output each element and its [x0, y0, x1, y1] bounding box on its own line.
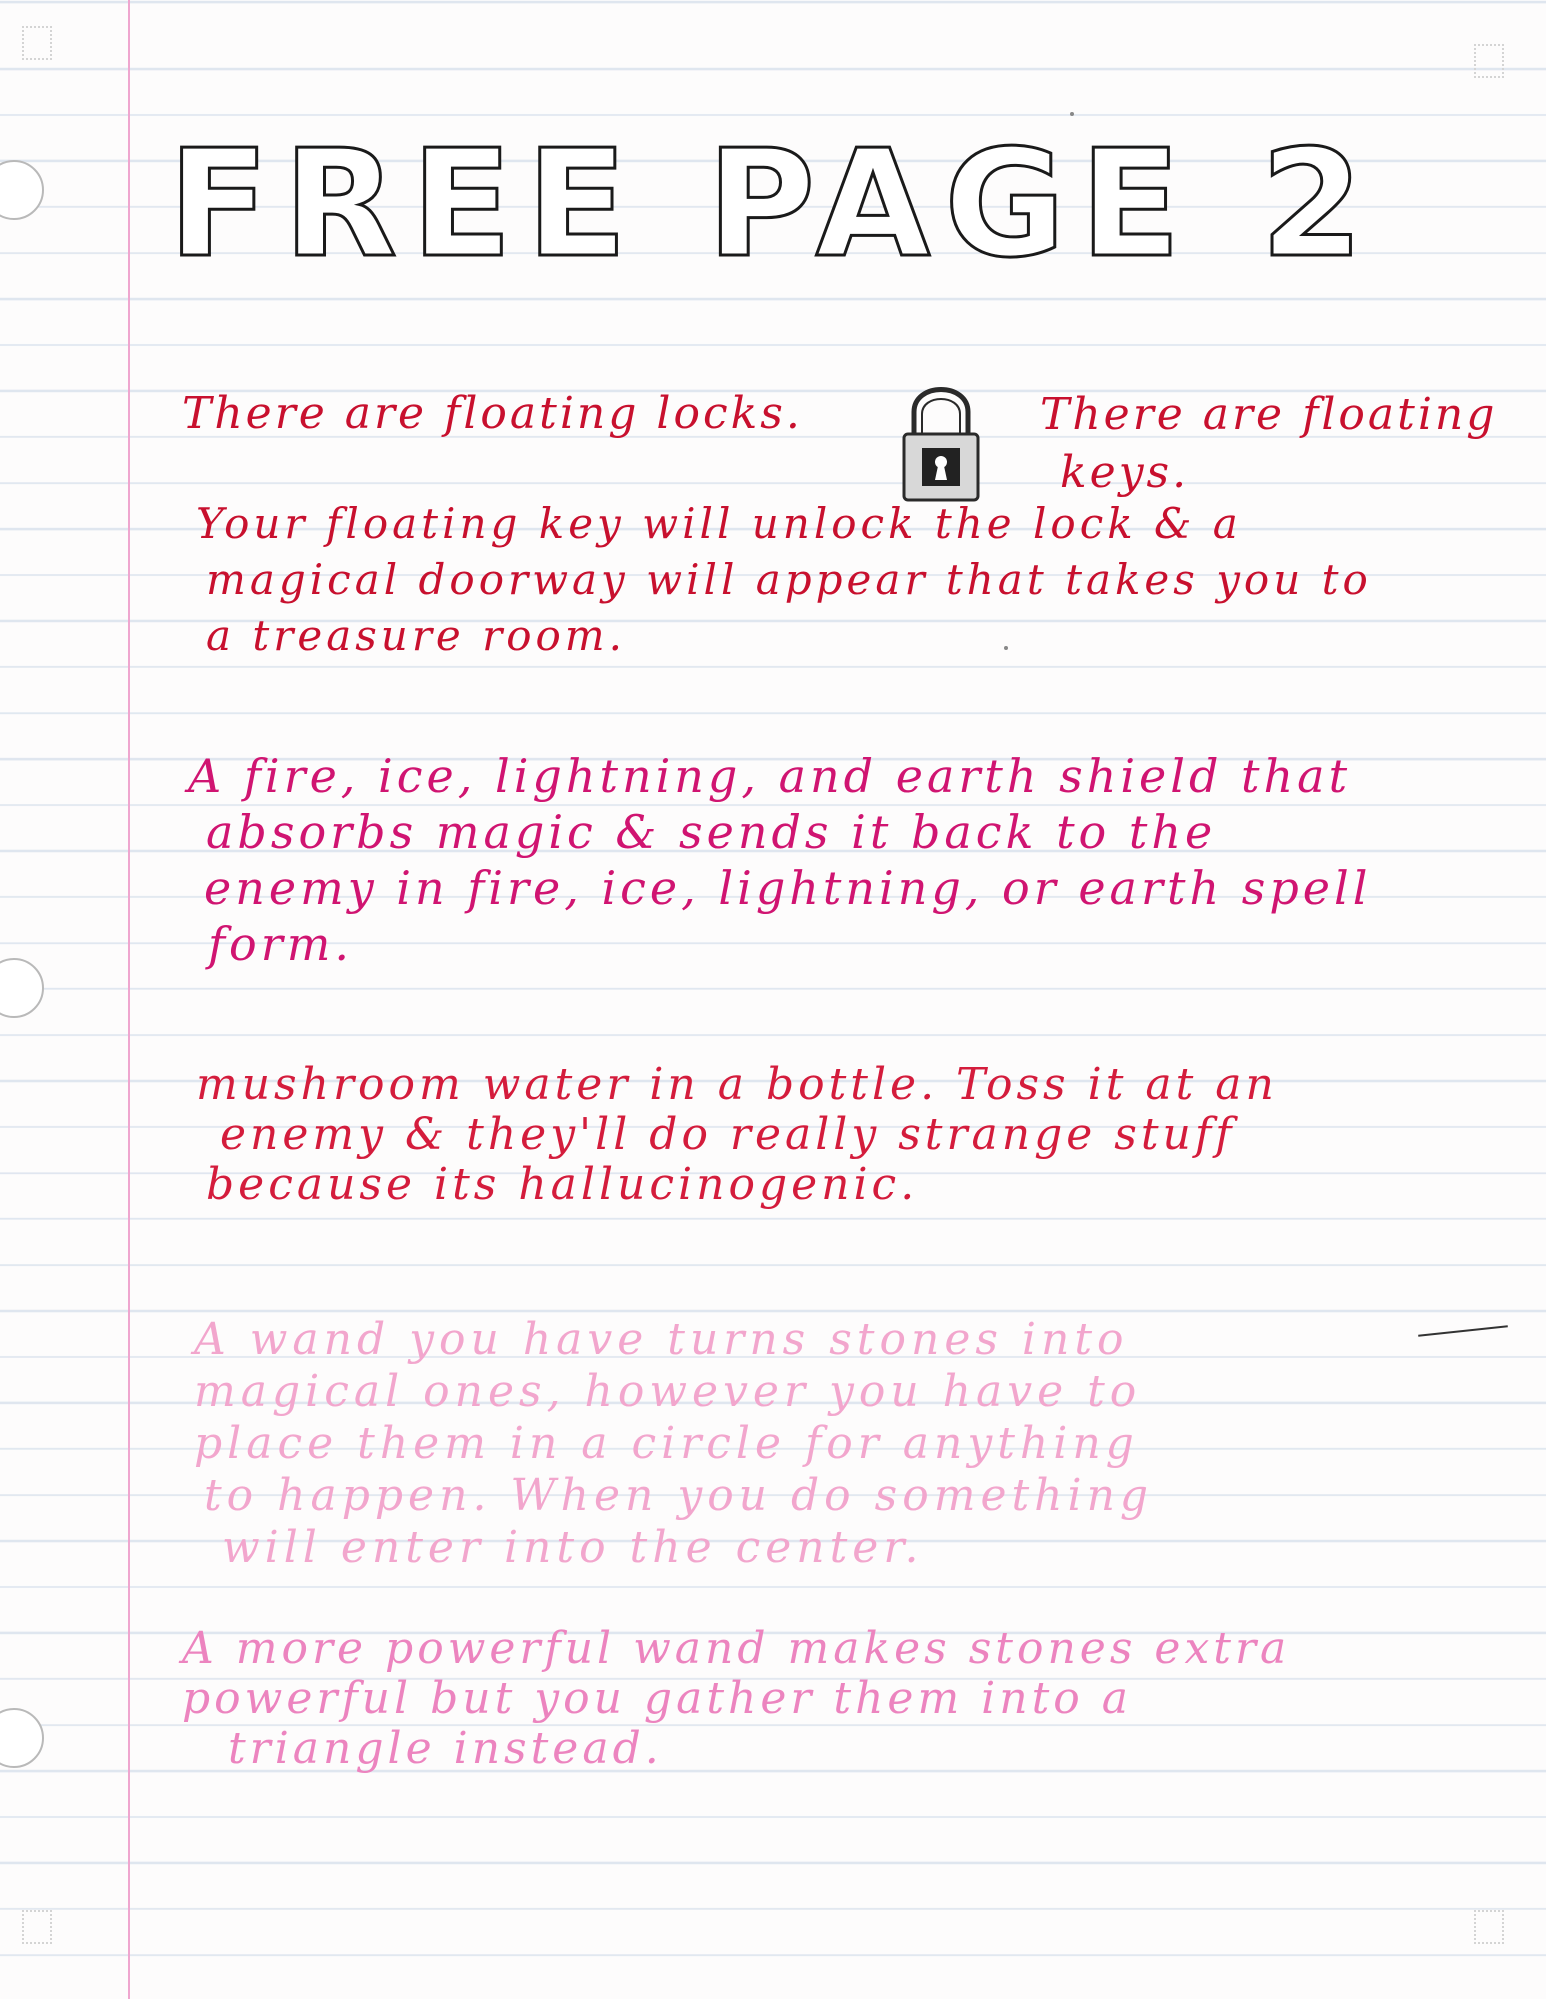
locks-right-text: There are floating keys. [1040, 389, 1498, 498]
margin-line [128, 0, 130, 1999]
corner-mark-top-left [22, 26, 52, 60]
shield-entry: A fire, ice, lightning, and earth shield that absorbs magic & sends it back to the enemy in fire, ice, lightning, or earth spell form. [188, 749, 1372, 971]
corner-mark-bottom-right [1474, 1910, 1504, 1944]
locks-left-text: There are floating locks. [182, 388, 803, 439]
binder-hole-top [0, 160, 44, 220]
ink-dot [1070, 112, 1074, 116]
pen-stroke [1418, 1325, 1508, 1336]
corner-mark-top-right [1474, 44, 1504, 78]
mushroom-entry: mushroom water in a bottle. Toss it at an enemy & they'll do really strange stuff because its hallucinogenic. [196, 1059, 1278, 1210]
page-title: FREE PAGE 2 [168, 118, 1378, 290]
wand-triangle-entry: A more powerful wand makes stones extra powerful but you gather them into a triangle instead. [182, 1623, 1291, 1774]
corner-mark-bottom-left [22, 1910, 52, 1944]
locks-entry: Your floating key will unlock the lock & a magical doorway will appear that takes you to a treasure room. [196, 499, 1372, 660]
binder-hole-bottom [0, 1708, 44, 1768]
padlock-icon [896, 378, 986, 508]
binder-hole-middle [0, 958, 44, 1018]
wand-circle-entry: A wand you have turns stones into magical ones, however you have to place them in a circle for anything to happen. When you do something will enter into the center. [194, 1314, 1154, 1573]
